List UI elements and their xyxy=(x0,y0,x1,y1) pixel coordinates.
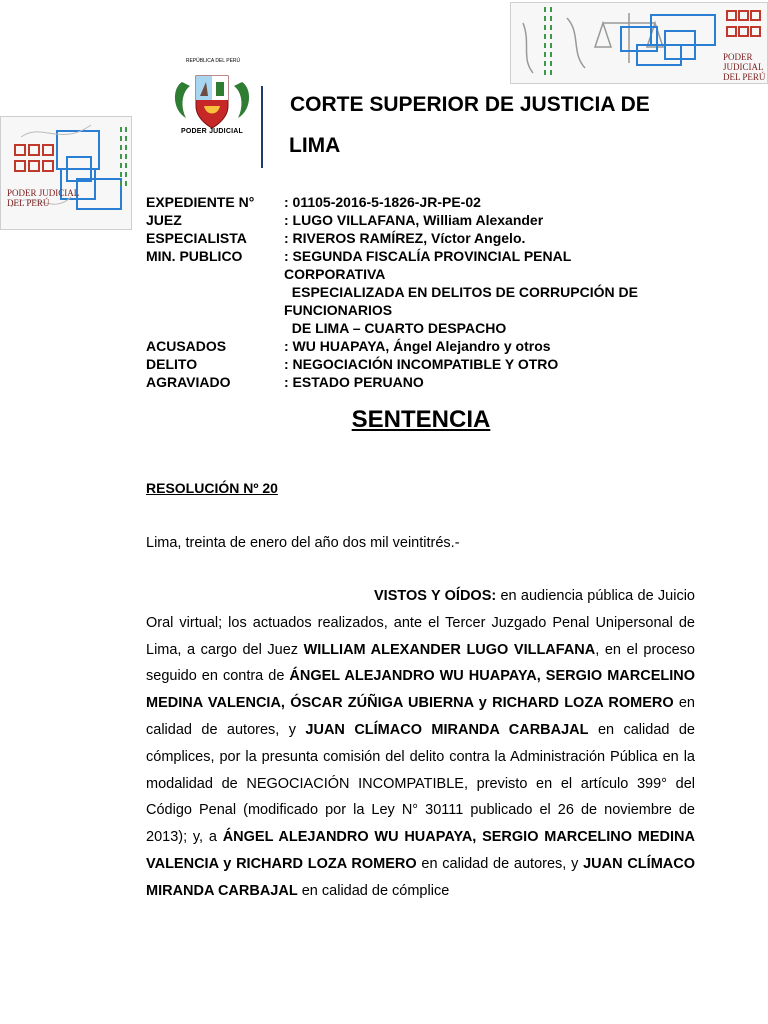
delito-value: : NEGOCIACIÓN INCOMPATIBLE Y OTRO xyxy=(284,356,559,372)
meta-row-expediente xyxy=(146,193,686,211)
min-publico-value-1: : SEGUNDA FISCALÍA PROVINCIAL PENAL xyxy=(284,248,572,264)
min-publico-value-3: ESPECIALIZADA EN DELITOS DE CORRUPCIÓN DE xyxy=(284,284,638,300)
acusados-label: ACUSADOS xyxy=(146,338,227,354)
court-title-line1: CORTE SUPERIOR DE JUSTICIA DE xyxy=(290,93,650,116)
expediente-label: EXPEDIENTE N° xyxy=(146,194,255,210)
meta-row-delito xyxy=(146,355,686,373)
poder-judicial-logo-left xyxy=(0,116,132,230)
case-metadata xyxy=(146,193,686,391)
body-run: en calidad de autores, y xyxy=(416,855,584,872)
body-paragraph xyxy=(146,583,695,905)
especialista-label: ESPECIALISTA xyxy=(146,230,247,246)
poder-judicial-logo-right xyxy=(510,2,768,84)
juez-label: JUEZ xyxy=(146,212,182,228)
agraviado-value: : ESTADO PERUANO xyxy=(284,374,424,390)
logo-graphic-icon xyxy=(1,117,131,229)
crest-label: PODER JUDICIAL xyxy=(181,128,243,135)
logo-caption-right: PODER JUDICIAL DEL PERÚ xyxy=(723,52,766,82)
min-publico-value-4: FUNCIONARIOS xyxy=(284,302,393,318)
body-bold-run: JUAN CLÍMACO MIRANDA CARBAJAL xyxy=(146,855,695,899)
delito-label: DELITO xyxy=(146,356,198,372)
body-bold-run: WILLIAM ALEXANDER LUGO VILLAFANA xyxy=(303,641,596,658)
body-bold-run: JUAN CLÍMACO MIRANDA CARBAJAL xyxy=(305,721,589,738)
resolution-number: RESOLUCIÓN Nº 20 xyxy=(146,480,278,496)
expediente-value: : 01105-2016-5-1826-JR-PE-02 xyxy=(284,194,481,210)
body-bold-run: ÁNGEL ALEJANDRO WU HUAPAYA, SERGIO MARCELINO MEDINA VALENCIA y RICHARD LOZA ROMERO xyxy=(146,829,696,872)
body-run: en calidad de cómplice xyxy=(297,882,450,899)
body-text xyxy=(146,583,695,905)
min-publico-label: MIN. PUBLICO xyxy=(146,248,243,264)
min-publico-value-2: CORPORATIVA xyxy=(284,266,386,282)
body-run: en calidad de cómplices, por la presunta comisión del delito contra la Administración Pública en la modalidad de NEGOCIACIÓN INCOMPATIBLE, previsto en el artículo 399° del Código Penal (modificado por la Ley N° 30111 publicado el 26 de noviembre de 2013); y, a xyxy=(146,721,695,846)
logo-caption-left: PODER JUDICIAL DEL PERÚ xyxy=(7,188,80,208)
meta-row-min-publico xyxy=(146,247,686,265)
meta-row-agraviado xyxy=(146,373,686,391)
meta-row-juez xyxy=(146,211,686,229)
body-run: en calidad de autores, y xyxy=(146,695,695,738)
date-line: Lima, treinta de enero del año dos mil veintitrés.- xyxy=(146,535,460,551)
header-divider xyxy=(261,86,263,168)
meta-row-acusados xyxy=(146,337,686,355)
court-title xyxy=(290,84,710,166)
body-bold-run: ÁNGEL ALEJANDRO WU HUAPAYA, SERGIO MARCELINO MEDINA VALENCIA, ÓSCAR ZÚÑIGA UBIERNA y RICHARD LOZA ROMERO xyxy=(146,668,695,712)
min-publico-value-5: DE LIMA – CUARTO DESPACHO xyxy=(284,320,507,336)
document-heading: SENTENCIA xyxy=(351,406,491,433)
court-title-line2: LIMA xyxy=(289,134,341,157)
juez-value: : LUGO VILLAFANA, William Alexander xyxy=(284,212,544,228)
especialista-value: : RIVEROS RAMÍREZ, Víctor Angelo. xyxy=(284,230,526,246)
body-bold-run: VISTOS Y OÍDOS: xyxy=(374,588,497,604)
body-run: en audiencia pública de Juicio Oral virtual; los actuados realizados, ante el Tercer Juzgado Penal Unipersonal de Lima, a cargo del Juez xyxy=(146,588,695,658)
crest-arc-text: REPÚBLICA DEL PERÚ xyxy=(185,58,241,64)
meta-row-especialista xyxy=(146,229,686,247)
body-run: , en el proceso seguido en contra de xyxy=(146,641,695,685)
agraviado-label: AGRAVIADO xyxy=(146,374,231,390)
acusados-value: : WU HUAPAYA, Ángel Alejandro y otros xyxy=(284,338,551,354)
